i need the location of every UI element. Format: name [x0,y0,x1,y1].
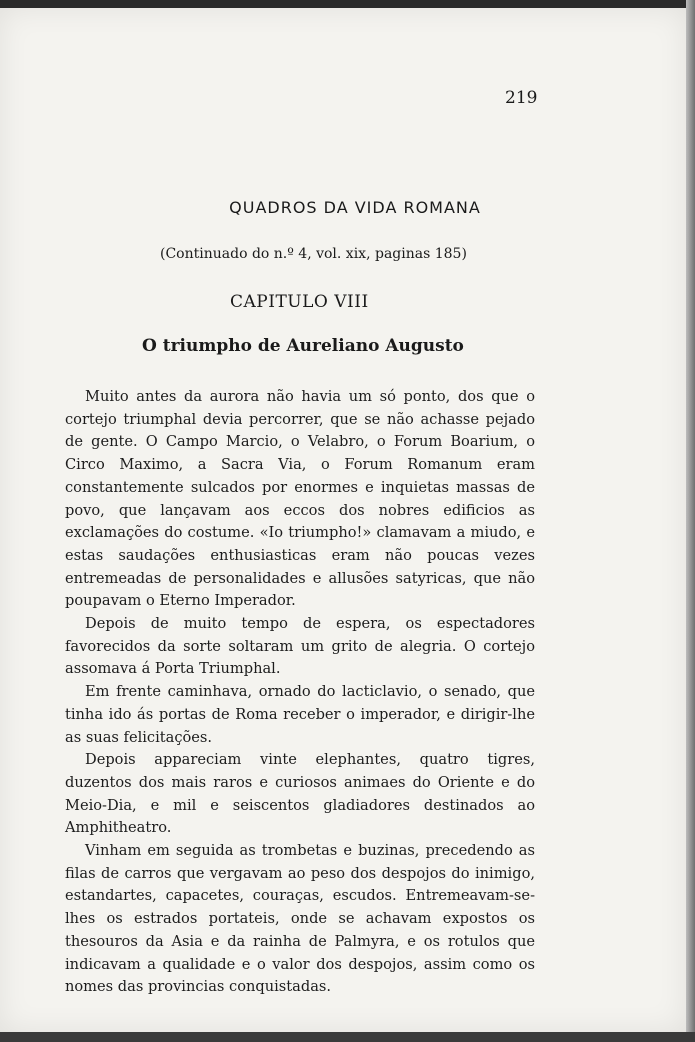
continuation-note: (Continuado do n.º 4, vol. xix, paginas 185) [160,246,467,262]
book-edge-right [686,0,695,1042]
paragraph: Em frente caminhava, ornado do lacticlavio, o senado, que tinha ido ás portas de Roma receber o imperador, e dirigir-lhe as suas felicitações. [65,683,535,746]
body-text [65,386,535,999]
chapter-title: O triumpho de Aureliano Augusto [142,336,464,356]
chapter-heading: CAPITULO VIII [230,292,369,312]
paragraph: Depois de muito tempo de espera, os espectadores favorecidos da sorte soltaram um grito de alegria. O cortejo assomava á Porta Triumphal. [65,615,535,678]
paragraph: Muito antes da aurora não havia um só ponto, dos que o cortejo triumphal devia percorrer, que se não achasse pejado de gente. O Campo Marcio, o Velabro, o Forum Boarium, o Circo Maximo, a Sacra Via, o Forum Romanum eram constantemente sulcados por enormes e inquietas massas de povo, que lançavam aos eccos dos nobres edificios as exclamações do costume. «Io triumpho!» clamavam a miudo, e estas saudações enthusiasticas eram não poucas vezes entremeadas de personalidades e allusões satyricas, que não poupavam o Eterno Imperador. [65,388,535,610]
paragraph: Depois appareciam vinte elephantes, quatro tigres, duzentos dos mais raros e curiosos animaes do Oriente e do Meio-Dia, e mil e seiscentos gladiadores destinados ao Amphitheatro. [65,751,535,837]
section-title-text: QUADROS DA VIDA ROMANA [229,198,481,217]
book-page [0,8,686,1032]
paragraph: Vinham em seguida as trombetas e buzinas, precedendo as filas de carros que vergavam ao peso dos despojos do inimigo, estandartes, capacetes, couraças, escudos. Entremeavam-se-lhes os estrados portateis, onde se achavam expostos os thesouros da Asia e da rainha de Palmyra, e os rotulos que indicavam a qualidade e o valor dos despojos, assim como os nomes das provincias conquistadas. [65,842,535,996]
section-title [0,198,590,217]
page-number: 219 [505,88,538,108]
book-edge-bottom [0,1032,695,1042]
